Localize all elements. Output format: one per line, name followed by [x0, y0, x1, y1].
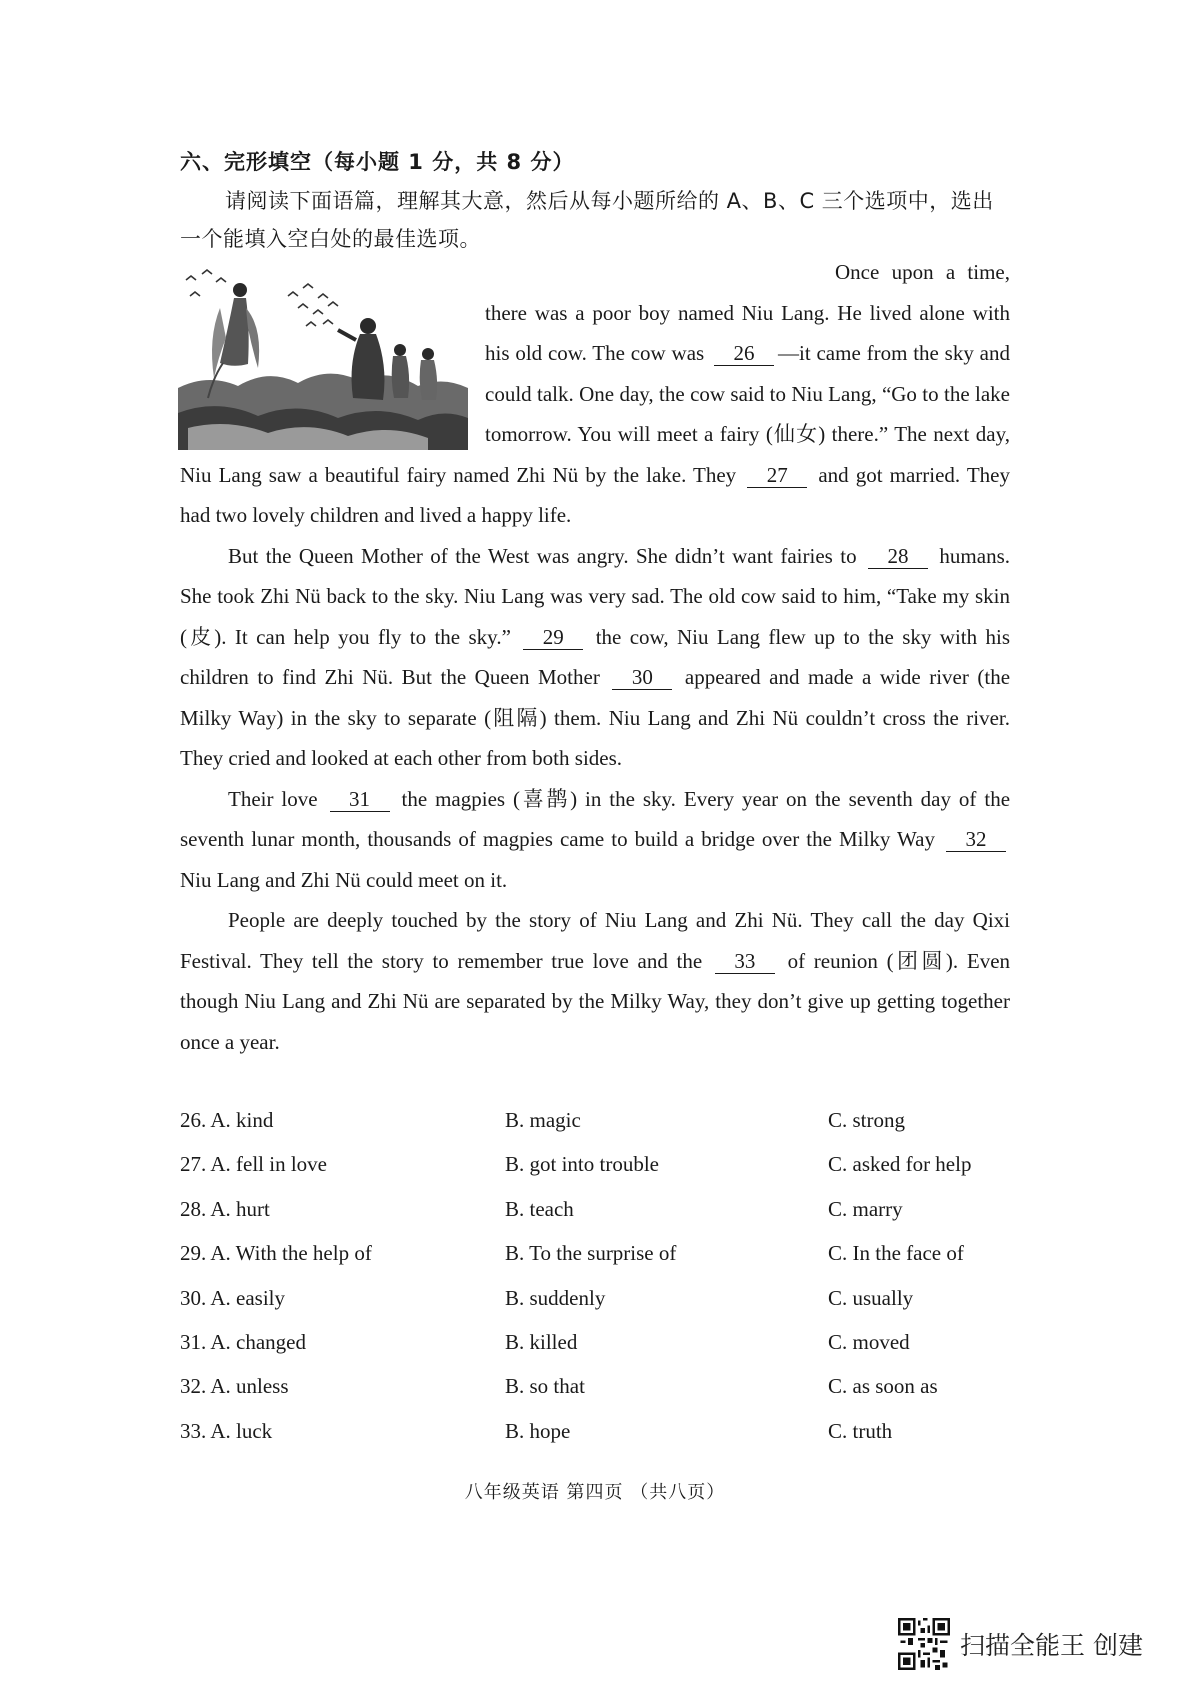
qr-code-icon	[898, 1618, 950, 1670]
question-row-32	[180, 1374, 1010, 1418]
passage-text: But the Queen Mother of the West was angry. She didn’t want fairies to	[228, 543, 857, 568]
option-a: 29. A. With the help of	[180, 1241, 372, 1266]
question-row-31	[180, 1330, 1010, 1374]
option-c: C. strong	[828, 1108, 906, 1132]
option-c: C. as soon as	[828, 1374, 938, 1399]
option-a: 32. A. unless	[180, 1374, 289, 1399]
blank-30: 30	[612, 665, 672, 690]
blank-27: 27	[747, 463, 807, 488]
blank-28: 28	[868, 544, 928, 569]
option-a: 26. A. kind	[180, 1108, 274, 1132]
passage-text: Once upon a time, there was a poor boy named Niu Lang. He lived alone with his old cow. The cow was	[485, 260, 1010, 365]
watermark-text: 扫描全能王 创建	[960, 1631, 1143, 1660]
passage-paragraph-3	[180, 779, 1010, 901]
question-row-27	[180, 1152, 1010, 1196]
option-a: 28. A. hurt	[180, 1196, 270, 1221]
question-row-26	[180, 1108, 1010, 1152]
section-instructions: 请阅读下面语篇，理解其大意，然后从每小题所给的 A、B、C 三个选项中，选出一个能填入空白处的最佳选项。	[180, 189, 994, 251]
blank-26: 26	[714, 341, 774, 366]
option-c: C. marry	[828, 1196, 903, 1221]
option-b: B. got into trouble	[505, 1152, 659, 1177]
option-b: B. killed	[505, 1329, 578, 1354]
answer-options	[180, 1108, 1010, 1463]
passage-text: of reunion (团圆). Even though Niu Lang and Zhi Nü are separated by the Milky Way, they don’t give up getting together once a year.	[180, 948, 1011, 1054]
passage	[180, 252, 1010, 1062]
option-b: B. hope	[505, 1418, 571, 1443]
option-c: C. In the face of	[828, 1241, 964, 1266]
option-b: B. teach	[505, 1196, 574, 1221]
option-b: B. so that	[505, 1374, 585, 1399]
passage-text: the magpies (喜鹊) in the sky. Every year on the seventh day of the seventh lunar month, thousands of magpies came to build a bridge over the Milky Way	[180, 786, 1011, 851]
question-row-29	[180, 1241, 1010, 1285]
scanner-watermark	[898, 1616, 1143, 1672]
option-a: 31. A. changed	[180, 1329, 306, 1354]
option-b: B. magic	[505, 1108, 581, 1132]
option-a: 30. A. easily	[180, 1285, 285, 1310]
passage-text: Niu Lang and Zhi Nü could meet on it.	[180, 867, 508, 892]
passage-text: appeared and made a wide river (the Milky Way) in the sky to separate (阻隔) them. Niu Lang and Zhi Nü couldn’t cross the river. They cried and looked at each other from both sides.	[180, 665, 1011, 770]
question-row-28	[180, 1197, 1010, 1241]
option-c: C. usually	[828, 1285, 914, 1310]
blank-29: 29	[523, 625, 583, 650]
passage-paragraph-4	[180, 900, 1010, 1062]
page-footer: 八年级英语 第四页 （共八页）	[464, 1482, 726, 1503]
passage-text: —it came from the sky and could talk. One day, the cow said to Niu Lang, “Go to the lake tomorrow. You will meet a fairy (仙女) there.” The next day, Niu Lang saw a beautiful fairy named Zhi Nü by the lake. They	[180, 341, 1010, 487]
blank-32: 32	[946, 827, 1006, 852]
passage-text: and got married. They had two lovely children and lived a happy life.	[180, 462, 1011, 527]
question-row-30	[180, 1286, 1010, 1330]
passage-text: People are deeply touched by the story of Niu Lang and Zhi Nü. They call the day Qixi Festival. They tell the story to remember true love and the	[180, 908, 1010, 973]
option-b: B. suddenly	[505, 1285, 606, 1310]
passage-paragraph-2	[180, 536, 1010, 779]
option-a: 27. A. fell in love	[180, 1152, 327, 1177]
illustration-spacer	[180, 252, 485, 448]
passage-text: the cow, Niu Lang flew up to the sky with his children to find Zhi Nü. But the Queen Mother	[180, 624, 1011, 689]
passage-text: Their love	[228, 786, 318, 811]
question-row-33	[180, 1419, 1010, 1463]
option-c: C. moved	[828, 1329, 910, 1354]
option-b: B. To the surprise of	[505, 1241, 677, 1266]
section-title: 六、完形填空（每小题 1 分，共 8 分）	[180, 150, 575, 174]
blank-33: 33	[715, 949, 775, 974]
blank-31: 31	[330, 787, 390, 812]
option-a: 33. A. luck	[180, 1418, 273, 1443]
passage-text: humans. She took Zhi Nü back to the sky. Niu Lang was very sad. The old cow said to him, “Take my skin (皮). It can help you fly to the sky.”	[180, 543, 1010, 649]
option-c: C. truth	[828, 1418, 893, 1443]
option-c: C. asked for help	[828, 1152, 972, 1177]
